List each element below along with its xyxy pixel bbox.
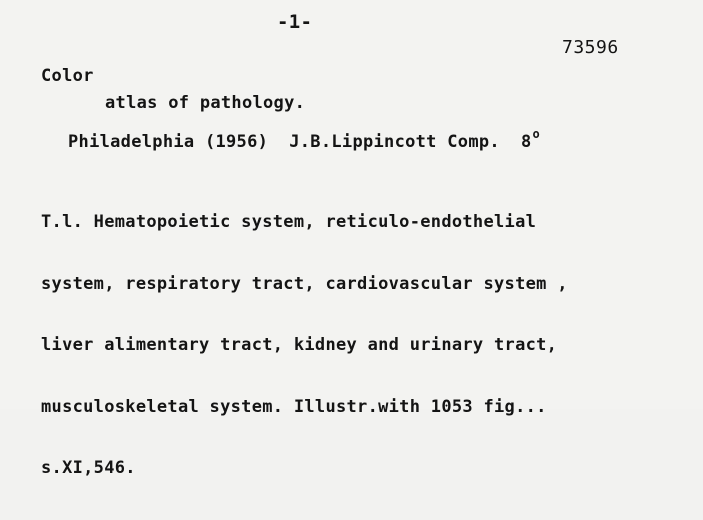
page-number: -1- (277, 11, 313, 33)
title: atlas of pathology. (105, 93, 306, 113)
call-number: 73596 (562, 37, 619, 58)
imprint-text: Philadelphia (1956) J.B.Lippincott Comp. 8 (68, 132, 532, 152)
notes-line: system, respiratory tract, cardiovascular system , (41, 273, 568, 294)
format-mark: o (532, 127, 541, 141)
imprint (68, 127, 541, 153)
notes (41, 172, 701, 520)
notes-line: s.XI,546. (41, 458, 136, 478)
notes-line: liver alimentary tract, kidney and urinary tract, (41, 335, 558, 355)
heading: Color (41, 66, 94, 86)
notes-line: T.l. Hematopoietic system, reticulo-endothelial (41, 212, 537, 232)
notes-line: musculoskeletal system. Illustr.with 1053 fig... (41, 396, 547, 417)
